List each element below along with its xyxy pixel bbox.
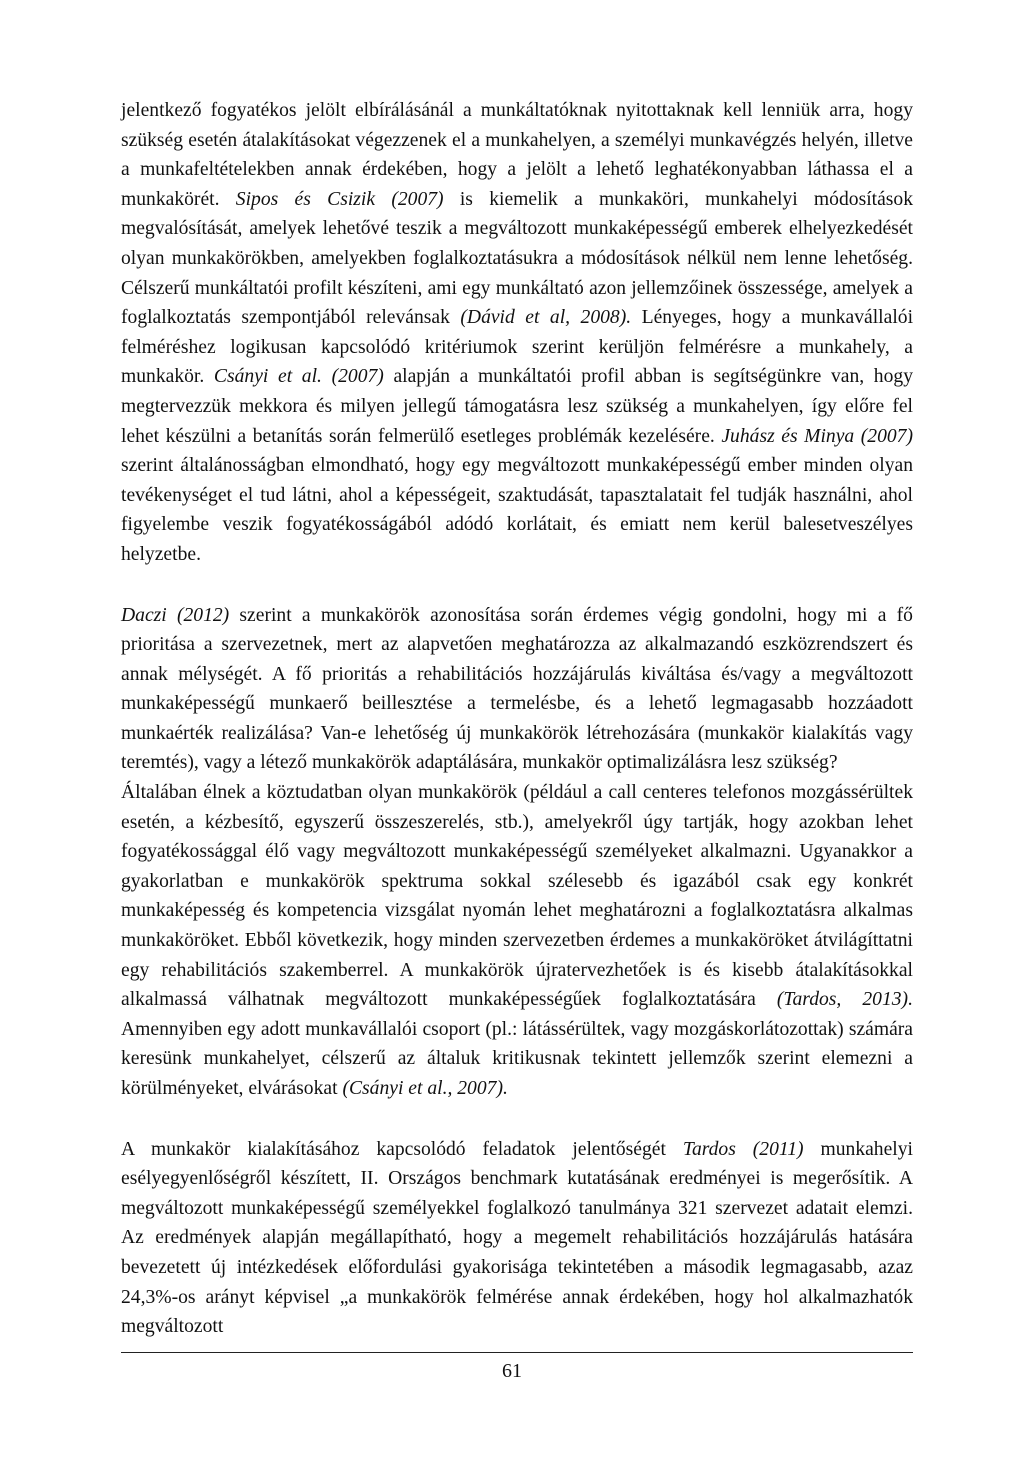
citation-david: (Dávid et al, 2008). [460, 307, 632, 329]
paragraph-2 [121, 601, 913, 779]
paragraph-1 [121, 96, 913, 570]
citation-csanyi: Csányi et al. (2007) [213, 366, 384, 388]
paragraph-4-text: munkahelyi esélyegyenlőségről készített, II. Országos benchmark kutatásának eredményei is megerősítik. A megváltozott munkaképességű személyekkel foglalkozó tanulmánya 321 szervezet adatait elemzi. Az eredmények alapján megállapítható, hogy a megemelt rehabilitációs hozzájárulás hatására bevezetett új intézkedések előfordulási gyakorisága tekintetében a második legmagasabb, azaz 24,3%-os arányt képvisel „a munkakörök felmérése annak érdekében, hogy hol alkalmazhatók megváltozott [121, 1138, 913, 1338]
paragraph-3-text: Általában élnek a köztudatban olyan munkakörök (például a call centeres telefonos mozgássérültek esetén, a kézbesítő, egyszerű összeszerelés, stb.), amelyekről úgy tartják, hogy azokban lehet fogyatékossággal élő vagy megváltozott munkaképességű személyeket alkalmazni. Ugyanakkor a gyakorlatban e munkakörök spektruma sokkal szélesebb és igazából csak egy konkrét munkaképesség és kompetencia vizsgálat nyomán lehet meghatározni a foglalkoztatásra alkalmas munkaköröket. Ebből következik, hogy minden szervezetben érdemes a munkaköröket átvilágíttatni egy rehabilitációs szakemberrel. A munkakörök újratervezhetőek is és kisebb átalakításokkal alkalmassá válhatnak megváltozott munkaképességűek foglalkoztatására [121, 782, 913, 1011]
citation-sipos-csizik: Sipos és Csizik (2007) [235, 188, 444, 210]
citation-tardos-2011: Tardos (2011) [682, 1138, 804, 1160]
page-body [121, 96, 913, 1342]
paragraph-4 [121, 1135, 913, 1342]
paragraph-3 [121, 778, 913, 1104]
paragraph-4-text: A munkakör kialakításához kapcsolódó feladatok jelentőségét [121, 1138, 683, 1160]
paragraph-2-text: szerint a munkakörök azonosítása során érdemes végig gondolni, hogy mi a fő prioritása a szervezetnek, mert az alapvetően meghatározza az alkalmazandó eszközrendszert és annak mélységét. A fő prioritás a rehabilitációs hozzájárulás kiváltása és/vagy a megváltozott munkaképességű munkaerő beillesztése a termelésbe, és a lehető legmagasabb hozzáadott munkaérték realizálása? Van-e lehetőség új munkakörök létrehozására (munkakör kialakítás vagy teremtés), vagy a létező munkakörök adaptálására, munkakör optimalizálásra lesz szükség? [121, 604, 913, 774]
citation-csanyi-2: (Csányi et al., 2007). [342, 1078, 508, 1099]
paragraph-1-text: jelentkező fogyatékos jelölt elbírálásánál a munkáltatóknak nyitottaknak kell lenniük arra, hogy szükség esetén átalakításokat végezzenek el a munkahelyen, a személyi munkavégzés helyén, illetve a munkafeltételekben annak érdekében, hogy a jelölt a lehető leghatékonyabban láthassa el a munkakörét. [121, 100, 913, 210]
footer-divider [121, 1352, 913, 1353]
paragraph-1-text: is kiemelik a munkaköri, munkahelyi módosítások megvalósítását, amelyek lehetővé teszik a megváltozott munkaképességű emberek elhelyezkedését olyan munkakörökben, amelyekben foglalkoztatásukra a módosítások nélkül nem lenne lehetőség. Célszerű munkáltatói profilt készíteni, ami egy munkáltató azon jellemzőinek összessége, amelyek a foglalkoztatás szempontjából relevánsak [121, 188, 913, 329]
paragraph-1-text: alapján a munkáltatói profil abban is segítségünkre van, hogy megtervezzük mekkora és milyen jellegű támogatásra lesz szükség a munkahelyen, így előre fel lehet készülni a betanítás során felmerülő esetleges problémák kezelésére. [121, 366, 913, 447]
citation-juhasz-minya: Juhász és Minya (2007) [721, 425, 913, 447]
paragraph-1-text: szerint általánosságban elmondható, hogy egy megváltozott munkaképességű ember minden olyan tevékenységet el tud látni, ahol a képességeit, szaktudását, tapasztalatait fel tudják használni, ahol figyelembe veszik fogyatékosságából adódó korlátait, és emiatt nem kerül balesetveszélyes helyzetbe. [121, 455, 913, 565]
paragraph-1-text: Lényeges, hogy a munkavállalói felméréshez logikusan kapcsolódó kritériumok szerint kerüljön felmérésre a munkahely, a munkakör. [121, 307, 914, 388]
paragraph-3-text: Amennyiben egy adott munkavállalói csoport (pl.: látássérültek, vagy mozgáskorlátozottak) számára keresünk munkahelyet, célszerű az általuk kritikusnak tekintett jellemzők szerint elemezni a körülményeket, elvárásokat [121, 1018, 913, 1099]
citation-daczi: Daczi (2012) [121, 604, 230, 626]
citation-tardos-2013: (Tardos, 2013). [776, 989, 913, 1011]
page-number: 61 [502, 1360, 522, 1382]
